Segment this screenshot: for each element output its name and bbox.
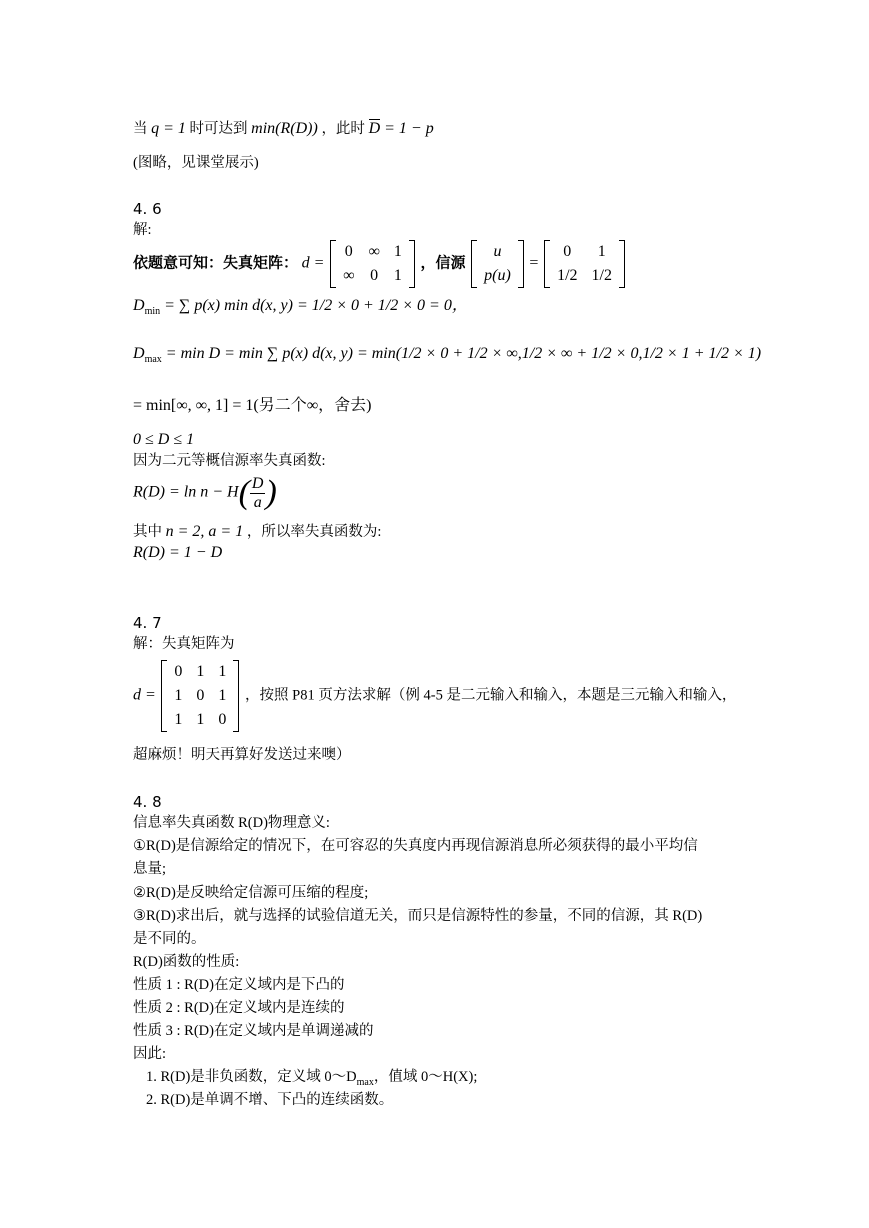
text-span: ，按照 P81 页方法求解（例 4-5 是二元输入和输入，本题是三元输入和输入， (245, 687, 737, 704)
rd-result: R(D) = 1 − D (133, 544, 223, 561)
text-line (133, 119, 434, 139)
text-span: 当 (133, 121, 148, 137)
text-line: 息量; (133, 861, 167, 877)
text-line: 因此: (133, 1046, 167, 1062)
section-heading: 4. 6 (133, 200, 162, 218)
matrix-line: d = 0 1 1 1 0 1 1 1 0 ，按照 P81 页方法求解（例 4-5 是二元输入和输入，本题是三元输入和输入， (133, 660, 736, 732)
dmax-equation: $D_{max} = \min D = \min$ ∑ p(x) d(x, y) = min(1/2 × 0 + 1/2 × ∞,1/2 × ∞ + 1/2 × 0,1/2 × 1 + 1/2 × 1) (133, 345, 762, 365)
text-line: 是不同的。 (133, 931, 206, 947)
matrix-line: 依题意可知：失真矩阵： d = 0 ∞ 1 ∞ 0 1 ，信源 u p(u) = 0 1 1/2 1/2 (133, 240, 627, 288)
text-line: ②R(D)是反映给定信源可压缩的程度; (133, 885, 369, 901)
text-line: 性质 2 : R(D)在定义域内是连续的 (133, 1000, 345, 1016)
section-heading: 4. 7 (133, 614, 162, 632)
text-span: ，此时 (321, 121, 365, 137)
section-heading: 4. 8 (133, 793, 162, 811)
text-line: 解：失真矩阵为 (133, 636, 235, 652)
text-line: 因为二元等概信源率失真函数: (133, 453, 326, 469)
math-expression: q = 1 (151, 120, 186, 137)
text-span: 依题意可知：失真矩阵： (133, 253, 299, 272)
text-line: ①R(D)是信源给定的情况下，在可容忍的失真度内再现信源消息所必须获得的最小平均信 (133, 838, 698, 854)
text-line: 性质 3 : R(D)在定义域内是单调递减的 (133, 1023, 374, 1039)
dmin-equation: $D_{min}$ = ∑ p(x) min d(x, y) = 1/2 × 0 + 1/2 × 0 = 0， (133, 297, 468, 317)
text-line: 解: (133, 222, 152, 238)
distortion-matrix: 0 ∞ 1 ∞ 0 1 (330, 240, 415, 288)
math-expression: D = 1 − p (368, 120, 434, 137)
rd-formula: R(D) = ln n − H( $\frac{D}{a}$ ) (133, 474, 277, 511)
text-span: ，信源 (420, 253, 466, 272)
min-result: = min[∞, ∞, 1] = 1(另二个∞，舍去) (133, 397, 372, 414)
text-line: 性质 1 : R(D)在定义域内是下凸的 (133, 977, 345, 993)
math-expression: min(R(D)) (251, 120, 318, 137)
range-inequality: 0 ≤ D ≤ 1 (133, 431, 195, 448)
distortion-matrix-3x3: 0 1 1 1 0 1 1 1 0 (161, 660, 239, 732)
math-expression: d = (301, 254, 325, 272)
text-line: 超麻烦！明天再算好发送过来噢） (133, 747, 351, 763)
list-item: 2. R(D)是单调不增、下凸的连续函数。 (146, 1092, 394, 1108)
text-line: 信息率失真函数 R(D)物理意义: (133, 815, 330, 831)
source-matrix-right: 0 1 1/2 1/2 (544, 240, 625, 288)
text-line: R(D)函数的性质: (133, 954, 240, 970)
text-line: ③R(D)求出后，就与选择的试验信道无关，而只是信源特性的参量，不同的信源，其 R(D) (133, 908, 703, 924)
text-span: 时可达到 (189, 121, 248, 137)
text-line: 其中 n = 2, a = 1 ，所以率失真函数为: (133, 523, 382, 540)
text-line: (图略，见课堂展示) (133, 155, 259, 171)
list-item: 1. R(D)是非负函数，定义域 $0\sim D_{max}$，值域 0～H(X); (146, 1069, 478, 1088)
overline-bar (369, 119, 380, 120)
source-matrix-left: u p(u) (471, 240, 524, 288)
